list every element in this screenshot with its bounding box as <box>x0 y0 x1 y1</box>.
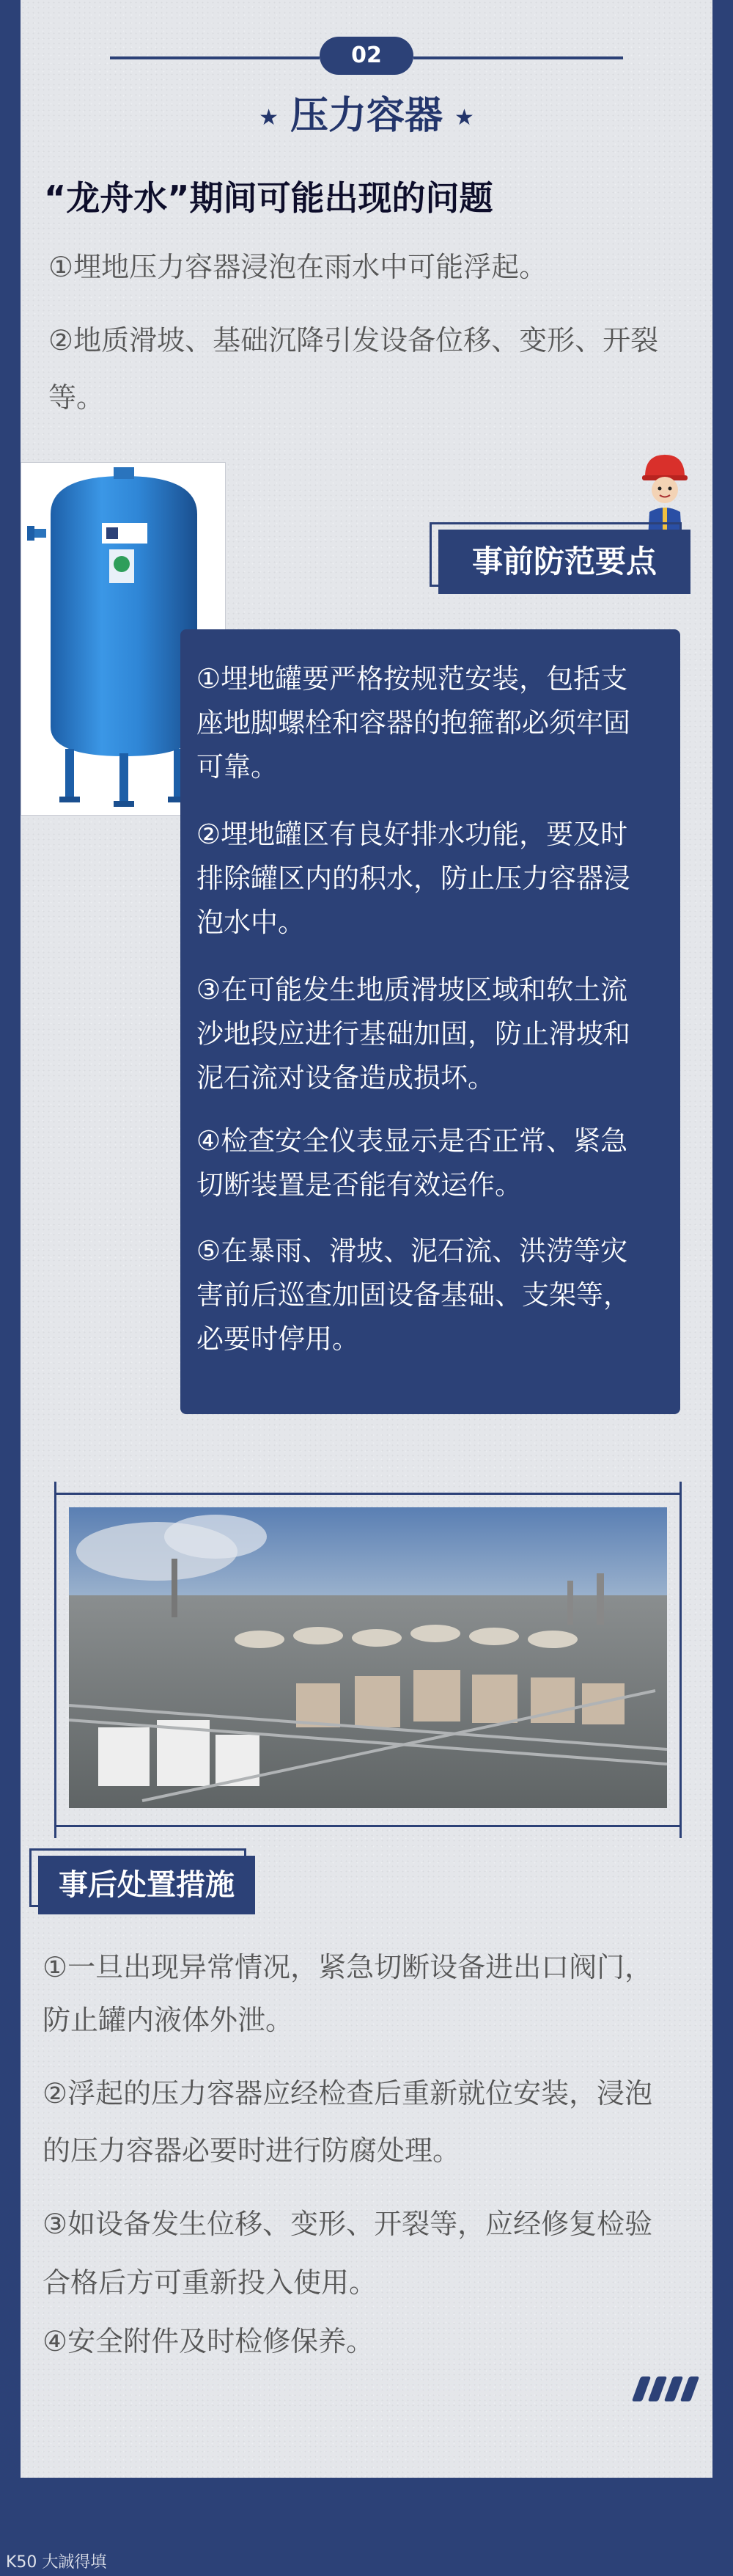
prevention-line: ⑤在暴雨、滑坡、泥石流、洪涝等灾 <box>196 1235 628 1267</box>
problem-line: 等。 <box>48 381 105 414</box>
star-icon: ★ <box>454 105 474 131</box>
prevention-line: 必要时停用。 <box>196 1323 359 1355</box>
prevention-item <box>196 968 666 1100</box>
decorative-slashes-icon <box>636 2376 701 2404</box>
prevention-line: ①埋地罐要严格按规范安装，包括支 <box>196 663 628 695</box>
aftermath-label-text: 事后处置措施 <box>59 1868 235 1902</box>
watermark: K50 大誠得填 <box>6 2553 107 2572</box>
aftermath-label <box>38 1856 255 1914</box>
aftermath-line: ④安全附件及时检修保养。 <box>43 2325 375 2357</box>
problem-line: ②地质滑坡、基础沉降引发设备位移、变形、开裂 <box>48 324 659 356</box>
section-title <box>0 87 733 147</box>
aftermath-line: ③如设备发生位移、变形、开裂等，应经修复检验 <box>43 2208 653 2240</box>
section-number-badge: 02 <box>320 37 413 75</box>
prevention-item <box>196 813 666 945</box>
prevention-line: 泥石流对设备造成损坏。 <box>196 1062 495 1094</box>
prevention-item <box>196 1229 666 1361</box>
prevention-line: ③在可能发生地质滑坡区域和软土流 <box>196 974 628 1006</box>
prevention-line: 座地脚螺栓和容器的抱箍都必须牢固 <box>196 707 630 739</box>
header-line-left <box>110 56 320 59</box>
aftermath-line: ②浮起的压力容器应经检查后重新就位安装，浸泡 <box>43 2077 653 2110</box>
aftermath-line: 的压力容器必要时进行防腐处理。 <box>43 2134 461 2167</box>
prevention-line: 害前后巡查加固设备基础、支架等， <box>196 1279 630 1311</box>
prevention-label-text: 事前防范要点 <box>471 544 657 579</box>
prevention-line: ②埋地罐区有良好排水功能，要及时 <box>196 819 628 850</box>
prevention-label <box>438 530 690 594</box>
prevention-line: 排除罐区内的积水，防止压力容器浸 <box>196 863 630 894</box>
aftermath-line: 合格后方可重新投入使用。 <box>43 2266 377 2299</box>
prevention-item <box>196 1119 666 1207</box>
prevention-line: 泡水中。 <box>196 907 305 938</box>
aftermath-line: 防止罐内液体外泄。 <box>43 2004 294 2036</box>
page-title: 压力容器 <box>290 94 443 138</box>
problems-heading: “龙舟水”期间可能出现的问题 <box>44 178 493 218</box>
prevention-item <box>196 657 666 789</box>
prevention-line: 可靠。 <box>196 751 278 783</box>
prevention-line: ④检查安全仪表显示是否正常、紧急 <box>196 1125 628 1157</box>
problem-line: ①埋地压力容器浸泡在雨水中可能浮起。 <box>48 251 548 283</box>
prevention-card <box>180 629 680 1414</box>
header-line-right <box>413 56 623 59</box>
prevention-line: 沙地段应进行基础加固，防止滑坡和 <box>196 1018 630 1050</box>
refinery-photo <box>69 1507 667 1808</box>
star-icon: ★ <box>259 105 279 131</box>
prevention-line: 切断装置是否能有效运作。 <box>196 1169 522 1201</box>
aftermath-line: ①一旦出现异常情况，紧急切断设备进出口阀门， <box>43 1951 653 1983</box>
